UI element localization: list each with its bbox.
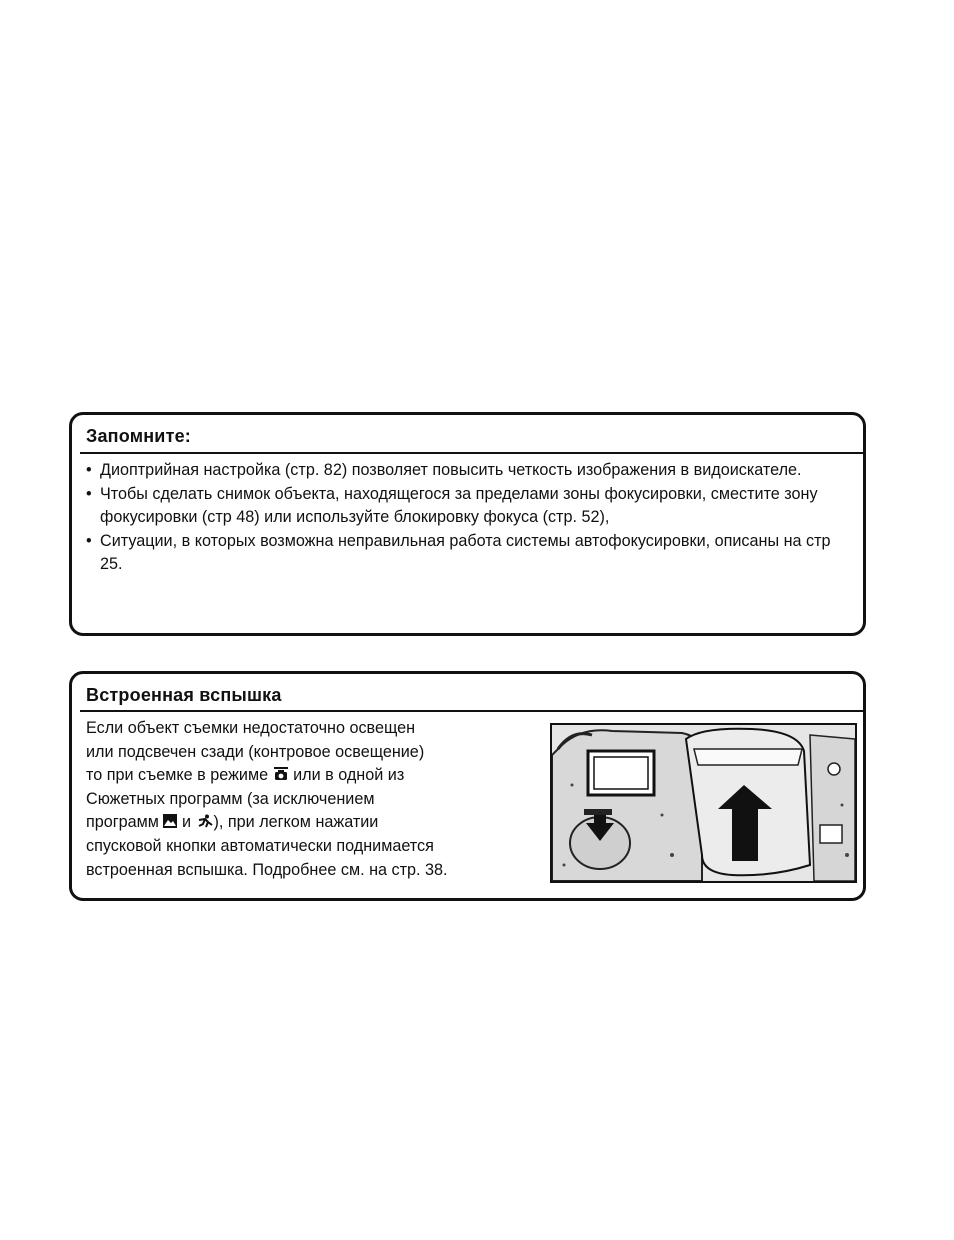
title-divider	[80, 710, 863, 712]
remember-item-2: • Чтобы сделать снимок объекта, находящегося за пределами зоны фокусировки, сместите зону фокусировки (стр 48) или используйте блокировку фокуса (стр. 52),	[86, 483, 843, 530]
flash-line-6: спусковой кнопки автоматически поднимается	[86, 836, 434, 855]
remember-panel	[69, 412, 866, 636]
remember-title: Запомните:	[86, 426, 191, 446]
flash-description	[86, 717, 546, 882]
flash-title: Встроенная вспышка	[86, 685, 282, 705]
flash-line-7: встроенная вспышка. Подробнее см. на стр. 38.	[86, 860, 448, 879]
built-in-flash-panel	[69, 671, 866, 901]
remember-item-3: • Ситуации, в которых возможна неправильная работа системы автофокусировки, описаны на стр 25.	[86, 530, 843, 577]
camera-flash-illustration	[550, 723, 857, 883]
sports-mode-icon	[196, 814, 214, 828]
flash-line-1: Если объект съемки недостаточно освещен	[86, 719, 416, 737]
auto-mode-icon	[273, 766, 289, 782]
remember-item-1: • Диоптрийная настройка (стр. 82) позволяет повысить четкость изображения в видоискателе.	[86, 459, 843, 483]
flash-line-5: программ и ), при легком нажатии	[86, 813, 379, 832]
flash-line-2: или подсвечен сзади (контровое освещение)	[86, 742, 425, 761]
flash-line-3: то при съемке в режиме или в одной из	[86, 766, 405, 785]
landscape-mode-icon	[163, 814, 177, 828]
flash-line-4: Сюжетных программ (за исключением	[86, 789, 375, 808]
remember-list	[86, 459, 843, 577]
camera-top-view-icon	[552, 725, 855, 881]
title-divider	[80, 452, 863, 454]
